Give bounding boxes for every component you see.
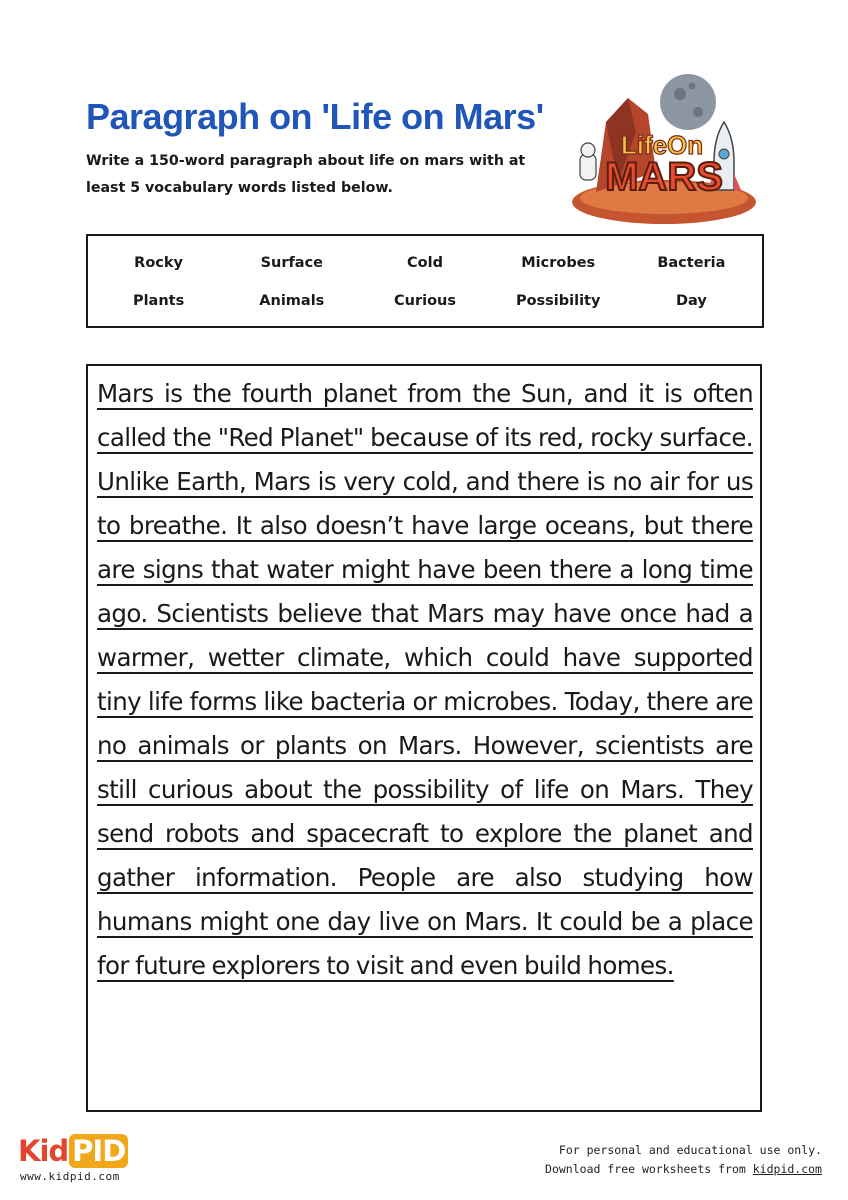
footer-line2	[545, 1160, 822, 1179]
vocabulary-box	[86, 234, 764, 328]
vocabulary-grid	[88, 236, 762, 320]
footer-link[interactable]: kidpid.com	[752, 1162, 822, 1176]
vocab-word: Curious	[393, 293, 456, 309]
vocab-word: Rocky	[134, 255, 183, 271]
logo-line2: MARS	[605, 155, 723, 199]
brand-kid: Kid	[18, 1134, 69, 1168]
life-on-mars-logo	[566, 62, 756, 228]
vocab-word: Animals	[259, 293, 325, 309]
footer-line1: For personal and educational use only.	[558, 1143, 822, 1157]
vocab-word: Bacteria	[657, 255, 726, 271]
vocab-word: Cold	[407, 255, 443, 271]
vocab-word: Possibility	[515, 293, 601, 309]
paragraph-text: Mars is the fourth planet from the Sun, and it is often called the "Red Planet" because of its red, rocky surface. Unlike Earth, Mars is very cold, and there is no air for us to breathe. It also doesn’t have large oceans, but there are signs that water might have been there a long time ago. Scientists believe that Mars may have once had a warmer, wetter climate, which could have supported tiny life forms like bacteria or microbes. Today, there are no animals or plants on Mars. However, scientists are still curious about the possibility of life on Mars. They send robots and spacecraft to explore the planet and gather information. People are also studying how humans might one day live on Mars. It could be a place for future explorers to visit and even build homes.	[97, 379, 753, 980]
vocab-word: Surface	[260, 255, 324, 271]
brand-pid: PID	[69, 1134, 128, 1168]
vocab-word: Plants	[132, 293, 185, 309]
footer-line2-prefix: Download free worksheets from	[545, 1162, 753, 1176]
page-title: Paragraph on 'Life on Mars'	[86, 96, 544, 137]
kidpid-logo	[18, 1134, 148, 1168]
footer-note	[545, 1141, 822, 1179]
paragraph-box	[86, 364, 762, 1112]
instructions: Write a 150-word paragraph about life on mars with at least 5 vocabulary words listed below.	[86, 153, 526, 196]
logo-line1: LifeOn	[620, 130, 704, 160]
vocab-word: Microbes	[521, 255, 596, 271]
brand-url: www.kidpid.com	[20, 1170, 120, 1183]
vocab-word: Day	[675, 293, 707, 309]
